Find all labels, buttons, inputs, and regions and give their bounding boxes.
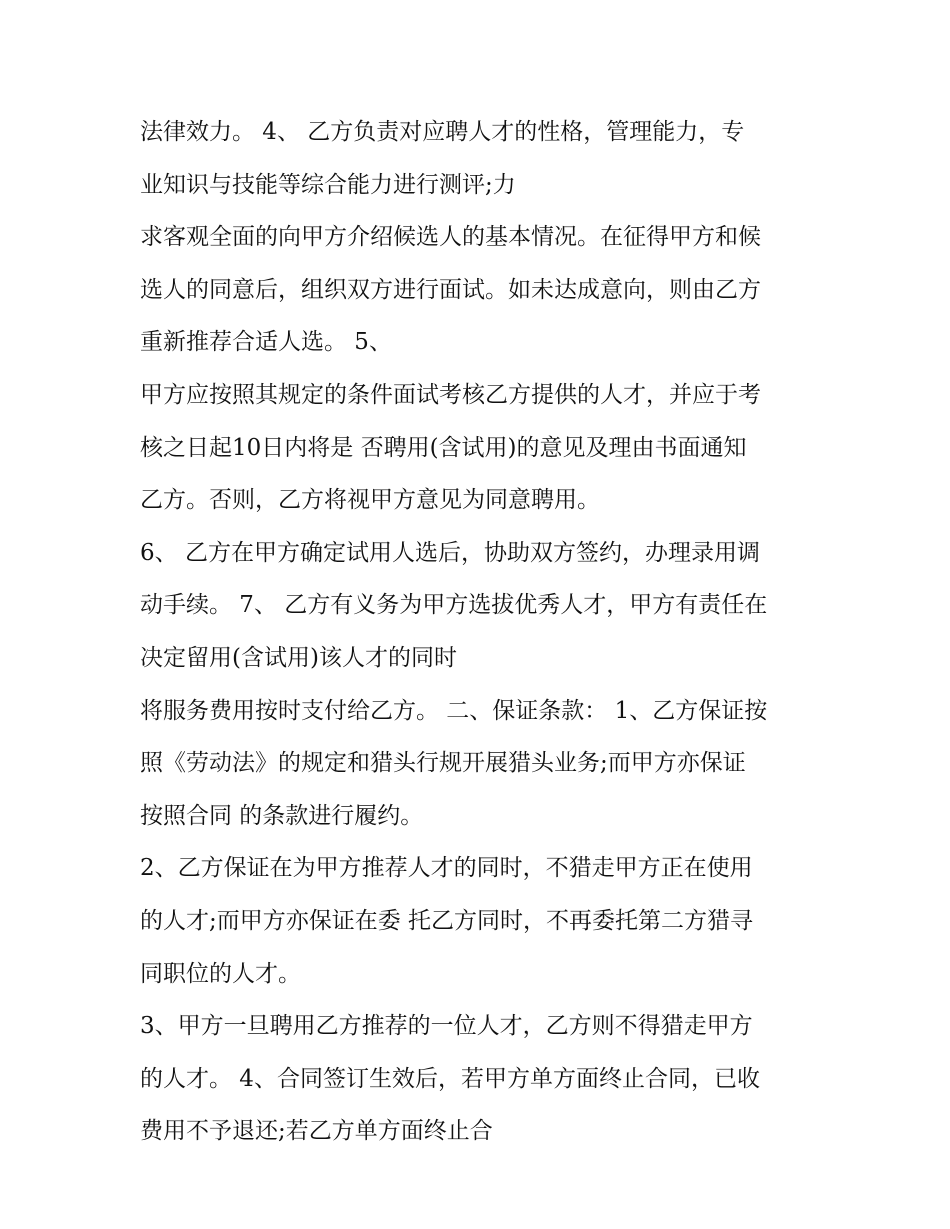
text-line: 将服务费用按时支付给乙方。 二、保证条款： 1、乙方保证按: [140, 697, 768, 724]
text-line: 法律效力。 4、 乙方负责对应聘人才的性格，管理能力，专: [140, 119, 745, 145]
contract-text: [140, 106, 840, 1158]
text-line: 求客观全面的向甲方介绍候选人的基本情况。在征得甲方和候: [140, 224, 761, 251]
text-line: 决定留用(含试用)该人才的同时: [140, 644, 457, 671]
text-line: 2、乙方保证在为甲方推荐人才的同时，不猎走甲方正在使用: [140, 855, 753, 882]
text-line: 的人才。 4、合同签订生效后，若甲方单方面终止合同，已收: [140, 1065, 760, 1092]
text-line: 核之日起10日内将是 否聘用(含试用)的意见及理由书面通知: [140, 434, 747, 461]
text-line: 业知识与技能等综合能力进行测评;力: [140, 171, 516, 198]
text-line: 甲方应按照其规定的条件面试考核乙方提供的人才，并应于考: [140, 381, 761, 408]
text-line: 乙方。否则，乙方将视甲方意见为同意聘用。: [140, 487, 600, 514]
text-line: 重新推荐合适人选。 5、: [140, 329, 392, 356]
text-line: 动手续。 7、 乙方有义务为甲方选拔优秀人才，甲方有责任在: [140, 592, 768, 619]
text-line: 选人的同意后，组织双方进行面试。如未达成意向，则由乙方: [140, 276, 761, 303]
text-line: 费用不予退还;若乙方单方面终止合: [140, 1118, 493, 1145]
text-line: 照《劳动法》的规定和猎头行规开展猎头业务;而甲方亦保证: [140, 750, 746, 777]
text-line: 6、 乙方在甲方确定试用人选后，协助双方签约，办理录用调: [140, 539, 760, 566]
text-line: 的人才;而甲方亦保证在委 托乙方同时，不再委托第二方猎寻: [140, 907, 754, 934]
text-line: 同职位的人才。: [140, 960, 301, 987]
text-line: 按照合同 的条款进行履约。: [140, 802, 424, 829]
text-line: 3、甲方一旦聘用乙方推荐的一位人才，乙方则不得猎走甲方: [140, 1013, 753, 1040]
